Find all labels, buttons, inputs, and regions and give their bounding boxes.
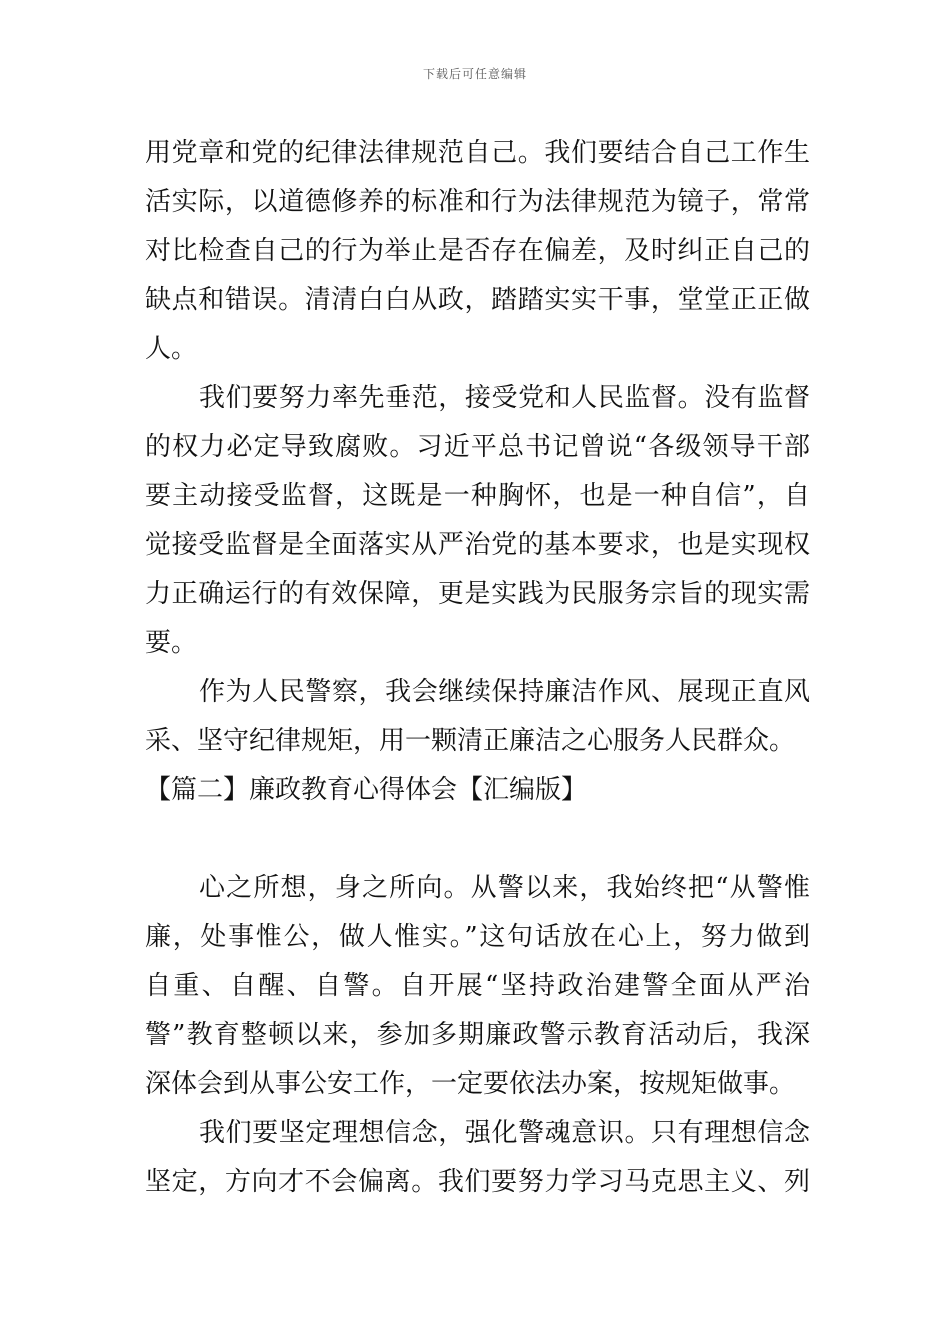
paragraph-first-line: 我们要坚定理想信念，强化警魂意识。只有理想信念 xyxy=(199,1118,810,1148)
text-line: 采、坚守纪律规矩，用一颗清正廉洁之心服务人民群众。 xyxy=(145,726,796,756)
text-line: 觉接受监督是全面落实从严治党的基本要求，也是实现权 xyxy=(145,530,810,560)
text-line: 警”教育整顿以来，参加多期廉政警示教育活动后，我深 xyxy=(145,1020,810,1050)
document-body xyxy=(145,129,810,1207)
text-line: 坚定，方向才不会偏离。我们要努力学习马克思主义、列 xyxy=(145,1167,810,1197)
text-line: 的权力必定导致腐败。习近平总书记曾说“各级领导干部 xyxy=(145,432,810,462)
text-line: 对比检查自己的行为举止是否存在偏差，及时纠正自己的 xyxy=(145,236,810,266)
text-line: 活实际，以道德修养的标准和行为法律规范为镜子，常常 xyxy=(145,187,810,217)
paragraph-first-line: 心之所想，身之所向。从警以来，我始终把“从警惟 xyxy=(199,873,810,903)
header-note: 下载后可任意编辑 xyxy=(422,67,527,81)
text-line: 用党章和党的纪律法律规范自己。我们要结合自己工作生 xyxy=(145,138,810,168)
text-line: 缺点和错误。清清白白从政，踏踏实实干事，堂堂正正做 xyxy=(145,285,810,315)
text-line: 力正确运行的有效保障，更是实践为民服务宗旨的现实需 xyxy=(145,579,810,609)
section-heading: 【篇二】廉政教育心得体会【汇编版】 xyxy=(145,775,588,805)
paragraph-first-line: 作为人民警察，我会继续保持廉洁作风、展现正直风 xyxy=(199,677,810,707)
text-line: 要。 xyxy=(145,628,198,658)
paragraph-first-line: 我们要努力率先垂范，接受党和人民监督。没有监督 xyxy=(199,383,810,413)
text-line: 廉，处事惟公，做人惟实。”这句话放在心上，努力做到 xyxy=(145,922,810,952)
text-line: 深体会到从事公安工作，一定要依法办案，按规矩做事。 xyxy=(145,1069,796,1099)
blank-line xyxy=(145,815,810,864)
text-line: 人。 xyxy=(145,334,198,364)
text-line: 自重、自醒、自警。自开展“坚持政治建警全面从严治 xyxy=(145,971,810,1001)
text-line: 要主动接受监督，这既是一种胸怀，也是一种自信”，自 xyxy=(145,481,810,511)
